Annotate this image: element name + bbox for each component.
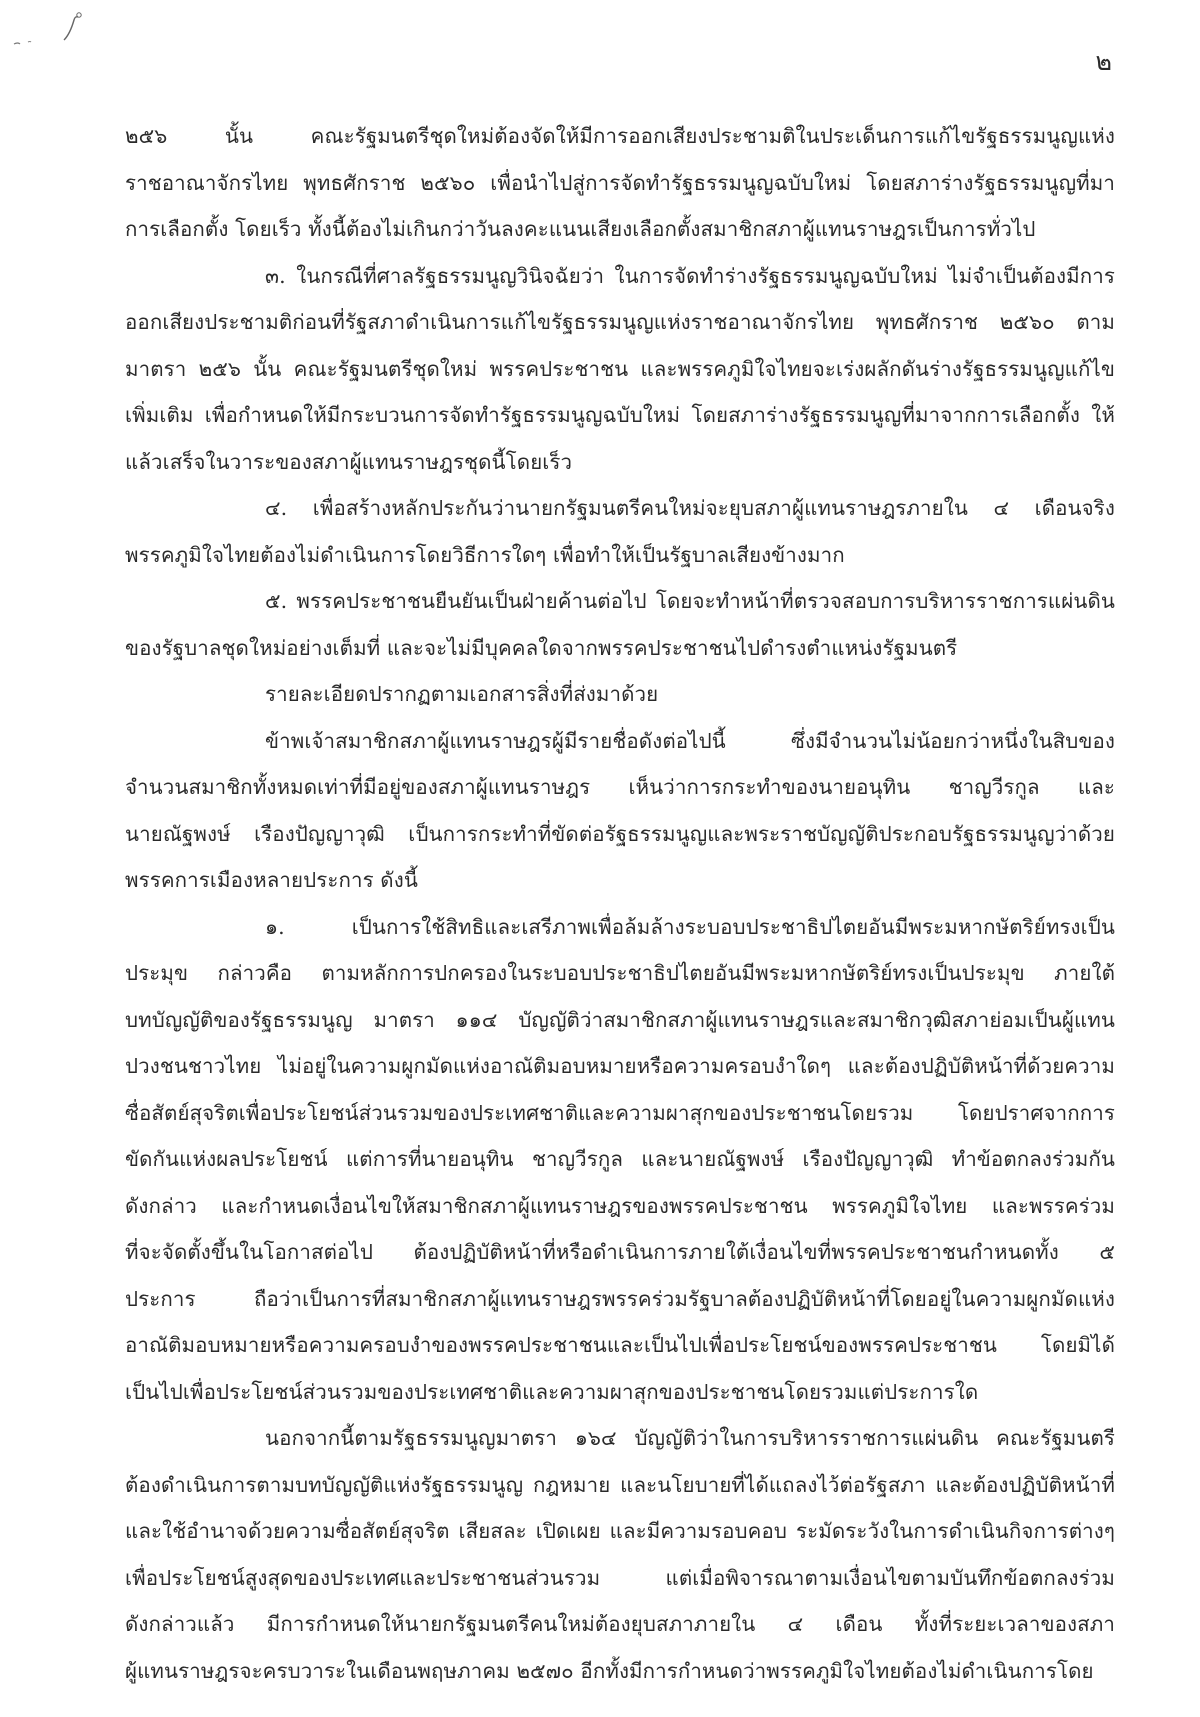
text-line: ผู้แทนราษฎรจะครบวาระในเดือนพฤษภาคม ๒๕๗๐ อีกทั้งมีการกำหนดว่าพรรคภูมิใจไทยต้องไม่ดำเนินการโดย <box>125 1658 1094 1683</box>
text-line: ที่จะจัดตั้งขึ้นในโอกาสต่อไป ต้องปฏิบัติหน้าที่หรือดำเนินการภายใต้เงื่อนไขที่พรรคประชาชนกำหนดทั้ง ๕ <box>125 1240 1115 1264</box>
text-line: ดังกล่าว และกำหนดเงื่อนไขให้สมาชิกสภาผู้แทนราษฎรของพรรคประชาชน พรรคภูมิใจไทย และพรรคร่วม <box>125 1193 1115 1218</box>
text-line: ๒๕๖ นั้น คณะรัฐมนตรีชุดใหม่ต้องจัดให้มีการออกเสียงประชามติในประเด็นการแก้ไขรัฐธรรมนูญแห่ง <box>125 124 1115 148</box>
text-line: พรรคการเมืองหลายประการ ดังนี้ <box>125 868 418 892</box>
text-line: ประมุข กล่าวคือ ตามหลักการปกครองในระบอบประชาธิปไตยอันมีพระมหากษัตริย์ทรงเป็นประมุข ภายใต้ <box>125 961 1115 985</box>
paragraph-p-continued <box>125 113 1115 253</box>
text-line: ๓. ในกรณีที่ศาลรัฐธรรมนูญวินิจฉัยว่า ในการจัดทำร่างรัฐธรรมนูญฉบับใหม่ ไม่จำเป็นต้องมีการ <box>265 263 1115 288</box>
text-line: ปวงชนชาวไทย ไม่อยู่ในความผูกมัดแห่งอาณัติมอบหมายหรือความครอบงำใดๆ และต้องปฏิบัติหน้าที่ด้วยความ <box>125 1054 1115 1078</box>
text-line: ซื่อสัตย์สุจริตเพื่อประโยชน์ส่วนรวมของประเทศชาติและความผาสุกของประชาชนโดยรวม โดยปราศจากการ <box>125 1100 1115 1125</box>
text-line: และใช้อำนาจด้วยความซื่อสัตย์สุจริต เสียสละ เปิดเผย และมีความรอบคอบ ระมัดระวังในการดำเนินกิจการต่างๆ <box>125 1519 1115 1543</box>
scan-smudge-mark <box>6 6 96 56</box>
text-line: พรรคภูมิใจไทยต้องไม่ดำเนินการโดยวิธีการใดๆ เพื่อทำให้เป็นรัฐบาลเสียงข้างมาก <box>125 542 845 567</box>
text-line: ของรัฐบาลชุดใหม่อย่างเต็มที่ และจะไม่มีบุคคลใดจากพรรคประชาชนไปดำรงตำแหน่งรัฐมนตรี <box>125 635 958 660</box>
text-line: อาณัติมอบหมายหรือความครอบงำของพรรคประชาชนและเป็นไปเพื่อประโยชน์ของพรรคประชาชน โดยมิได้ <box>125 1333 1115 1357</box>
text-line: ๔. เพื่อสร้างหลักประกันว่านายกรัฐมนตรีคนใหม่จะยุบสภาผู้แทนราษฎรภายใน ๔ เดือนจริง <box>265 496 1115 520</box>
document-body <box>125 113 1115 1694</box>
text-line: ๑. เป็นการใช้สิทธิและเสรีภาพเพื่อล้มล้างระบอบประชาธิปไตยอันมีพระมหากษัตริย์ทรงเป็น <box>265 914 1115 939</box>
text-line: เพื่อประโยชน์สูงสุดของประเทศและประชาชนส่วนรวม แต่เมื่อพิจารณาตามเงื่อนไขตามบันทึกข้อตกลงร่วม <box>125 1565 1115 1590</box>
text-line: ราชอาณาจักรไทย พุทธศักราช ๒๕๖๐ เพื่อนำไปสู่การจัดทำรัฐธรรมนูญฉบับใหม่ โดยสภาร่างรัฐธรรมนูญที่มา <box>125 170 1115 195</box>
text-line: ๕. พรรคประชาชนยืนยันเป็นฝ่ายค้านต่อไป โดยจะทำหน้าที่ตรวจสอบการบริหารราชการแผ่นดิน <box>265 589 1115 613</box>
text-line: เพิ่มเติม เพื่อกำหนดให้มีกระบวนการจัดทำรัฐธรรมนูญฉบับใหม่ โดยสภาร่างรัฐธรรมนูญที่มาจากการเลือกตั้ง ให้ <box>125 403 1115 427</box>
text-line: นอกจากนี้ตามรัฐธรรมนูญมาตรา ๑๖๔ บัญญัติว่าในการบริหารราชการแผ่นดิน คณะรัฐมนตรี <box>265 1426 1115 1450</box>
paragraph-p-item-4 <box>125 485 1115 578</box>
text-line: การเลือกตั้ง โดยเร็ว ทั้งนี้ต้องไม่เกินกว่าวันลงคะแนนเสียงเลือกตั้งสมาชิกสภาผู้แทนราษฎรเป็นการทั่วไป <box>125 217 1036 241</box>
text-line: นายณัฐพงษ์ เรืองปัญญาวุฒิ เป็นการกระทำที่ขัดต่อรัฐธรรมนูญและพระราชบัญญัติประกอบรัฐธรรมนูญว่าด้วย <box>125 821 1115 846</box>
paragraph-p-petitioners <box>125 718 1115 904</box>
text-line: ดังกล่าวแล้ว มีการกำหนดให้นายกรัฐมนตรีคนใหม่ต้องยุบสภาภายใน ๔ เดือน ทั้งที่ระยะเวลาของสภา <box>125 1612 1115 1636</box>
page-number: ๒ <box>1095 47 1112 76</box>
text-line: ประการ ถือว่าเป็นการที่สมาชิกสภาผู้แทนราษฎรพรรคร่วมรัฐบาลต้องปฏิบัติหน้าที่โดยอยู่ในความผูกมัดแห่ง <box>125 1286 1115 1311</box>
text-line: จำนวนสมาชิกทั้งหมดเท่าที่มีอยู่ของสภาผู้แทนราษฎร เห็นว่าการกระทำของนายอนุทิน ชาญวีรกูล และ <box>125 775 1115 799</box>
text-line: มาตรา ๒๕๖ นั้น คณะรัฐมนตรีชุดใหม่ พรรคประชาชน และพรรคภูมิใจไทยจะเร่งผลักดันร่างรัฐธรรมนูญแก้ไข <box>125 356 1115 381</box>
paragraph-p-item-3 <box>125 253 1115 486</box>
paragraph-p-details <box>125 671 1115 718</box>
text-line: ข้าพเจ้าสมาชิกสภาผู้แทนราษฎรผู้มีรายชื่อดังต่อไปนี้ ซึ่งมีจำนวนไม่น้อยกว่าหนึ่งในสิบของ <box>265 728 1115 753</box>
text-line: เป็นไปเพื่อประโยชน์ส่วนรวมของประเทศชาติและความผาสุกของประชาชนโดยรวมแต่ประการใด <box>125 1379 979 1404</box>
paragraph-p-item-5 <box>125 578 1115 671</box>
text-line: ต้องดำเนินการตามบทบัญญัติแห่งรัฐธรรมนูญ กฎหมาย และนโยบายที่ได้แถลงไว้ต่อรัฐสภา และต้องปฏิบัติหน้าที่ <box>125 1472 1115 1497</box>
text-line: แล้วเสร็จในวาระของสภาผู้แทนราษฎรชุดนี้โดยเร็ว <box>125 449 573 474</box>
paragraph-p-ground-1 <box>125 904 1115 1416</box>
text-line: ออกเสียงประชามติก่อนที่รัฐสภาดำเนินการแก้ไขรัฐธรรมนูญแห่งราชอาณาจักรไทย พุทธศักราช ๒๕๖๐ ตาม <box>125 310 1115 334</box>
text-line: รายละเอียดปรากฏตามเอกสารสิ่งที่ส่งมาด้วย <box>265 682 659 706</box>
text-line: ขัดกันแห่งผลประโยชน์ แต่การที่นายอนุทิน ชาญวีรกูล และนายณัฐพงษ์ เรืองปัญญาวุฒิ ทำข้อตกลงร่วมกัน <box>125 1147 1115 1171</box>
text-line: บทบัญญัติของรัฐธรรมนูญ มาตรา ๑๑๔ บัญญัติว่าสมาชิกสภาผู้แทนราษฎรและสมาชิกวุฒิสภาย่อมเป็นผู้แทน <box>125 1007 1115 1032</box>
paragraph-p-section-164 <box>125 1415 1115 1694</box>
